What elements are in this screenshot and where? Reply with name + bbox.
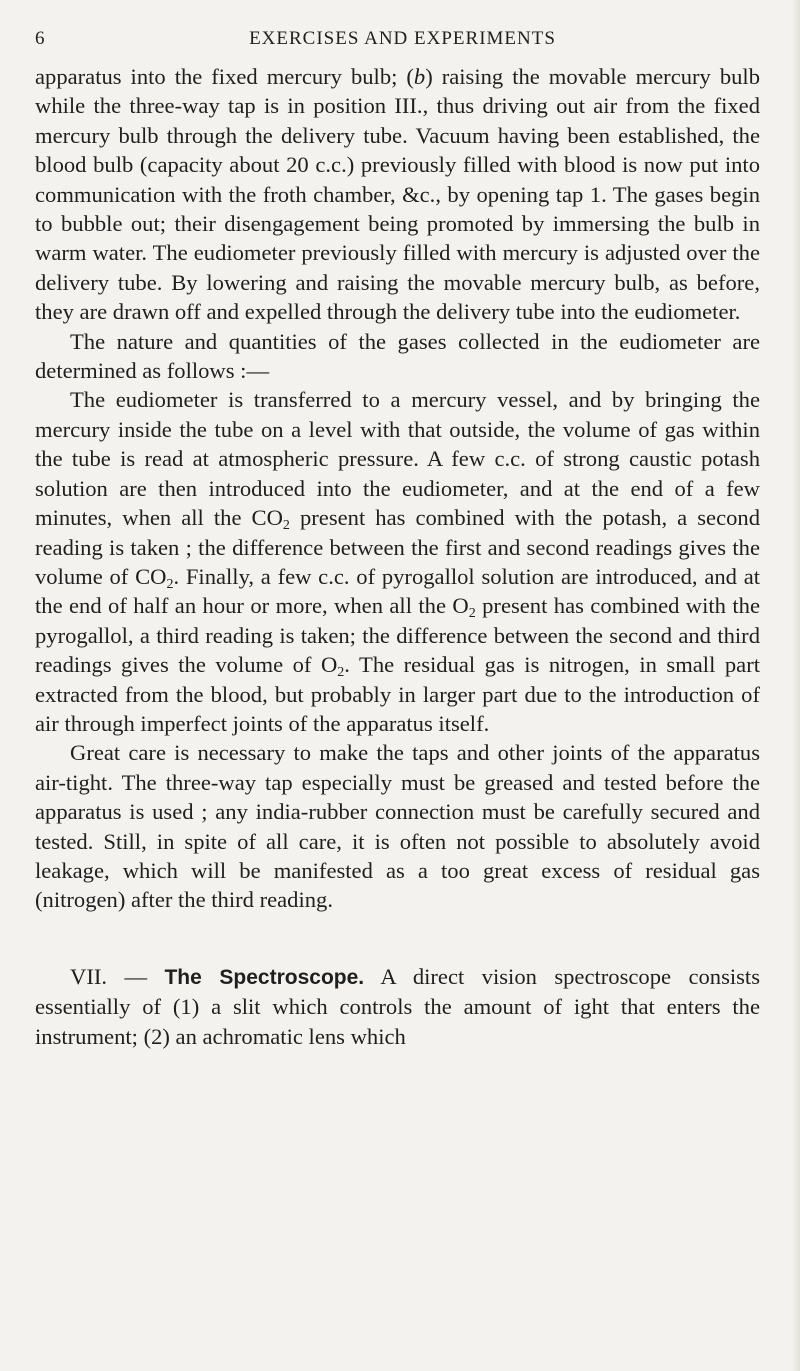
paragraph-3-text-b: present has combined with the potash, a second reading is taken ; the difference between the first and second readings gives the volume of CO <box>35 505 760 589</box>
running-title: EXERCISES AND EXPERIMENTS <box>249 28 556 49</box>
paragraph-3-text-d: present has combined with the pyrogallol, a third reading is taken; the difference between the second and third readings gives the volume of O <box>35 593 760 678</box>
page-number: 6 <box>35 28 46 49</box>
paragraph-4: Great care is necessary to make the taps and other joints of the apparatus air-tight. The three-way tap especially must be greased and tested before the apparatus is used ; any india-rubber connection must be carefully secured and tested. Still, in spite of all care, it is often not possible to absolutely avoid leakage, which will be manifested as a too great excess of residual gas (nitrogen) after the third reading. <box>35 740 760 913</box>
page-body <box>35 62 760 1051</box>
page-edge-shadow <box>792 0 800 1371</box>
paragraph-1-text-a: apparatus into the fixed mercury bulb; ( <box>35 64 414 89</box>
paragraph-3-text-a: The eudiometer is transferred to a mercury vessel, and by bringing the mercury inside the tube on a level with that outside, the volume of gas within the tube is read at atmospheric pressure. A few c.c. of strong caustic potash solution are then introduced into the eudiometer, and at the end of a few minutes, when all the CO <box>35 387 760 531</box>
page-header <box>35 28 770 54</box>
paragraph-2: The nature and quantities of the gases collected in the eudiometer are determined as follows :— <box>35 328 760 384</box>
subscript: 2 <box>337 665 345 681</box>
section-number: VII. — <box>70 963 165 989</box>
subscript: 2 <box>166 576 174 592</box>
paragraph-1-text-c: ) raising the movable mercury bulb while the three-way tap is in position III., thus driving out air from the fixed mercury bulb through the delivery tube. Vacuum having been established, the blood bulb (capacity about 20 c.c.) previously filled with blood is now put into communication with the froth chamber, &c., by opening tap 1. The gases begin to bubble out; their disengagement being promoted by immersing the bulb in warm water. The eudiometer previously filled with mercury is adjusted over the delivery tube. By lowering and raising the movable mercury bulb, as before, they are drawn off and expelled through the delivery tube into the eudiometer. <box>35 64 760 325</box>
paragraph-1 <box>35 62 760 327</box>
paragraph-3 <box>35 385 760 738</box>
section-gap <box>35 915 760 962</box>
paragraph-1-italic-b: b <box>413 64 426 89</box>
subscript: 2 <box>468 606 476 622</box>
paragraph-3-text-e: . The residual gas is nitrogen, in small part extracted from the blood, but probably in larger part due to the introduction of air through imperfect joints of the apparatus itself. <box>35 652 760 736</box>
subscript: 2 <box>282 518 290 534</box>
section-vii-text: A direct vision spectroscope consists essentially of (1) a slit which controls the amount of ight that enters the instrument; (2) an achromatic lens which <box>35 963 761 1049</box>
section-vii-paragraph <box>35 962 760 1051</box>
paragraph-3-text-c: . Finally, a few c.c. of pyrogallol solution are introduced, and at the end of half an hour or more, when all the O <box>35 563 760 619</box>
section-title: The Spectroscope. <box>164 965 365 989</box>
